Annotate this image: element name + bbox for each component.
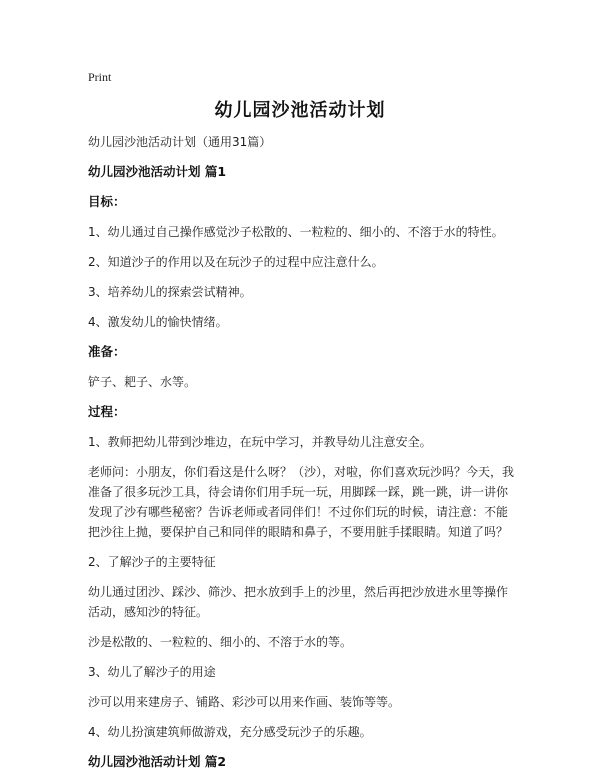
print-label: Print bbox=[88, 70, 112, 84]
section-heading-1: 幼儿园沙池活动计划 篇1 bbox=[88, 164, 227, 179]
prep-text: 铲子、耙子、水等。 bbox=[88, 375, 197, 389]
goal-item: 1、幼儿通过自己操作感觉沙子松散的、一粒粒的、细小的、不溶于水的特性。 bbox=[88, 225, 504, 239]
goals-label: 目标： bbox=[88, 194, 126, 209]
goal-item: 3、培养幼儿的探索尝试精神。 bbox=[88, 285, 252, 299]
process-item: 4、幼儿扮演建筑师做游戏，充分感受玩沙子的乐趣。 bbox=[88, 725, 372, 739]
goal-item: 4、激发幼儿的愉快情绪。 bbox=[88, 315, 228, 329]
process-item: 老师问：小朋友，你们看这是什么呀？（沙），对啦，你们喜欢玩沙吗？今天，我准备了很多玩沙工具，待会请你们用手玩一玩，用脚踩一踩，跳一跳，讲一讲你发现了沙有哪些秘密？告诉老师或者同伴们！不过你们玩的时候，请注意：不能把沙往上抛，要保护自己和同伴的眼睛和鼻子，不要用脏手揉眼睛。知道了吗？ bbox=[88, 465, 515, 539]
document-body bbox=[88, 132, 518, 782]
document-title: 幼儿园沙池活动计划 bbox=[214, 100, 386, 121]
section-heading-2: 幼儿园沙池活动计划 篇2 bbox=[88, 754, 227, 769]
process-item: 沙可以用来建房子、铺路、彩沙可以用来作画、装饰等等。 bbox=[88, 695, 401, 709]
process-item: 3、幼儿了解沙子的用途 bbox=[88, 665, 216, 679]
process-label: 过程： bbox=[88, 404, 126, 419]
process-item: 幼儿通过团沙、踩沙、筛沙、把水放到手上的沙里，然后再把沙放进水里等操作活动，感知沙的特征。 bbox=[88, 585, 509, 619]
process-item: 沙是松散的、一粒粒的、细小的、不溶于水的等。 bbox=[88, 635, 353, 649]
goal-item: 2、知道沙子的作用以及在玩沙子的过程中应注意什么。 bbox=[88, 255, 384, 269]
process-item: 1、教师把幼儿带到沙堆边，在玩中学习，并教导幼儿注意安全。 bbox=[88, 435, 432, 449]
prep-label: 准备： bbox=[88, 344, 126, 359]
document-subtitle: 幼儿园沙池活动计划（通用31篇） bbox=[88, 135, 272, 149]
process-item: 2、了解沙子的主要特征 bbox=[88, 555, 216, 569]
